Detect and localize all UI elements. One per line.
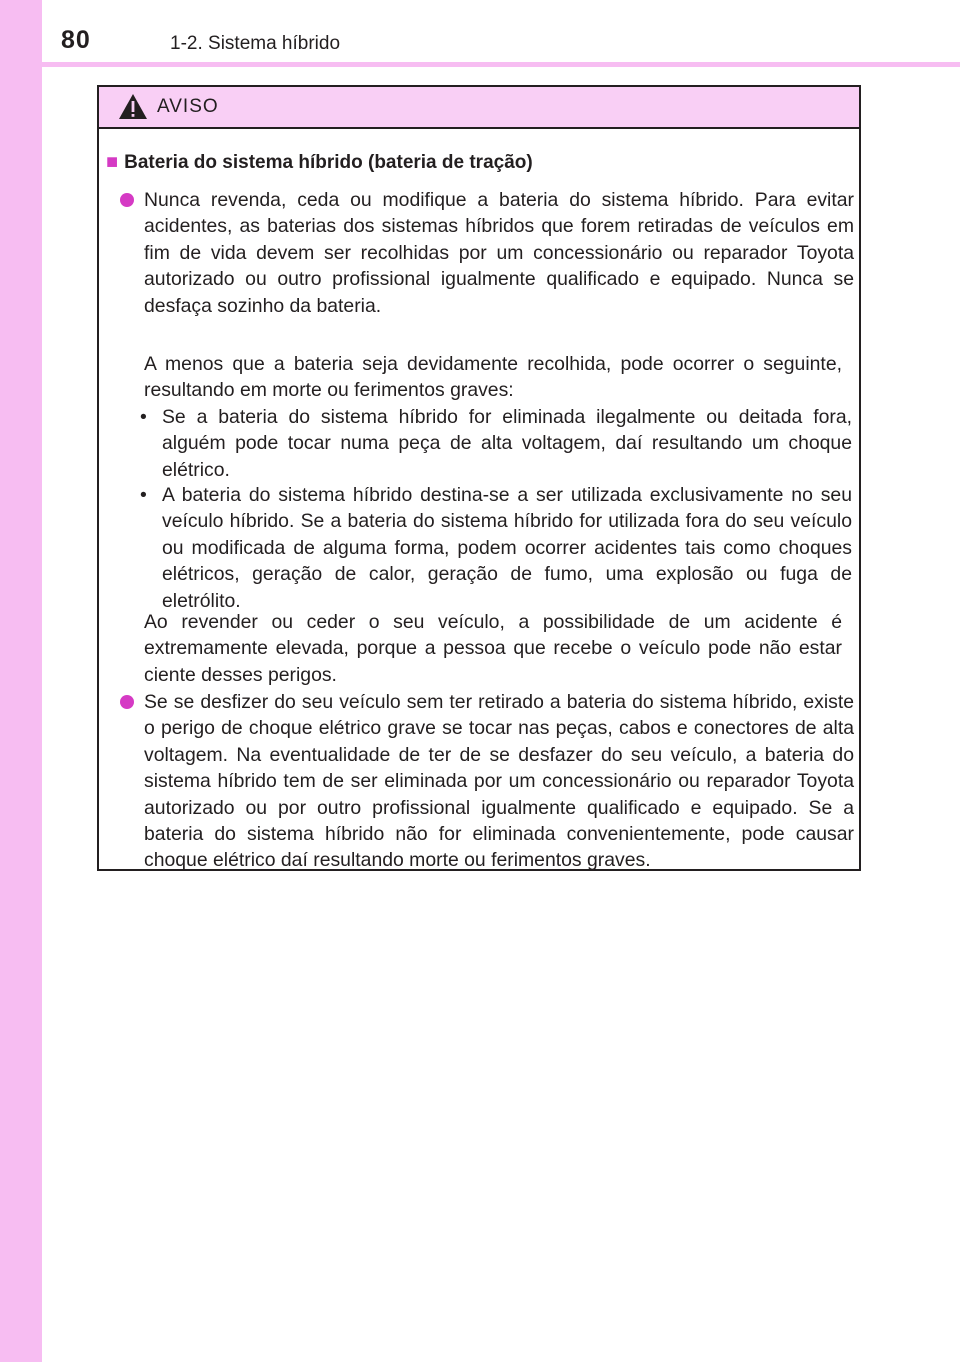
- sub-item-1: [140, 404, 852, 483]
- warning-heading: [106, 149, 533, 176]
- bullet-dot-icon: [120, 193, 134, 207]
- bullet-paragraph-2: Se se desfizer do seu veículo sem ter retirado a bateria do sistema híbrido, existe o perigo de choque elétrico grave se tocar nas peças, cabos e conectores de alta voltagem. Na eventualidade de ter de se desfazer do seu veículo, a bateria do sistema híbrido tem de ser eliminada por um concessionário ou reparador Toyota autorizado ou por outro profissional igualmente qualificado e equipado. Se a bateria do sistema híbrido não for eliminada convenientemente, pode causar choque elétrico daí resultando morte ou ferimentos graves.: [144, 691, 854, 872]
- warning-title: AVISO: [157, 96, 219, 117]
- sub-bullet-icon: •: [140, 406, 147, 428]
- square-bullet-icon: ■: [106, 151, 119, 173]
- sub-item-2-text: A bateria do sistema híbrido destina-se a ser utilizada exclusivamente no seu veículo híbrido. Se a bateria do sistema híbrido for utilizada fora do seu veículo ou modificada de alguma forma, podem ocorrer acidentes tais como choques elétricos, geração de calor, geração de fumo, uma explosão ou fuga de eletrólito.: [162, 484, 852, 612]
- intro-paragraph: A menos que a bateria seja devidamente recolhida, pode ocorrer o seguinte, resultando em morte ou ferimentos graves:: [144, 353, 842, 402]
- page-number: 80: [61, 26, 91, 54]
- left-color-band: [0, 0, 42, 1362]
- resale-paragraph: Ao revender ou ceder o seu veículo, a possibilidade de um acidente é extremamente elevada, porque a pessoa que recebe o veículo pode não estar ciente desses perigos.: [144, 611, 842, 686]
- sub-item-2: [140, 482, 852, 614]
- sub-bullet-icon: •: [140, 484, 147, 506]
- header-rule: [0, 62, 960, 67]
- warning-heading-text: Bateria do sistema híbrido (bateria de tração): [124, 152, 533, 173]
- bullet-paragraph-1: Nunca revenda, ceda ou modifique a bateria do sistema híbrido. Para evitar acidentes, as baterias dos sistemas híbridos que forem retiradas de veículos em fim de vida devem ser recolhidas por um concessionário ou reparador Toyota autorizado ou outro profissional igualmente qualificado e equipado. Nunca se desfaça sozinho da bateria.: [144, 189, 854, 317]
- section-title: 1-2. Sistema híbrido: [170, 33, 341, 54]
- sub-item-1-text: Se a bateria do sistema híbrido for eliminada ilegalmente ou deitada fora, alguém pode tocar numa peça de alta voltagem, daí resultando um choque elétrico.: [162, 406, 852, 481]
- warning-box: [97, 85, 861, 871]
- warning-header: [99, 87, 859, 129]
- bullet-dot-icon: [120, 695, 134, 709]
- warning-triangle-icon: [118, 93, 148, 125]
